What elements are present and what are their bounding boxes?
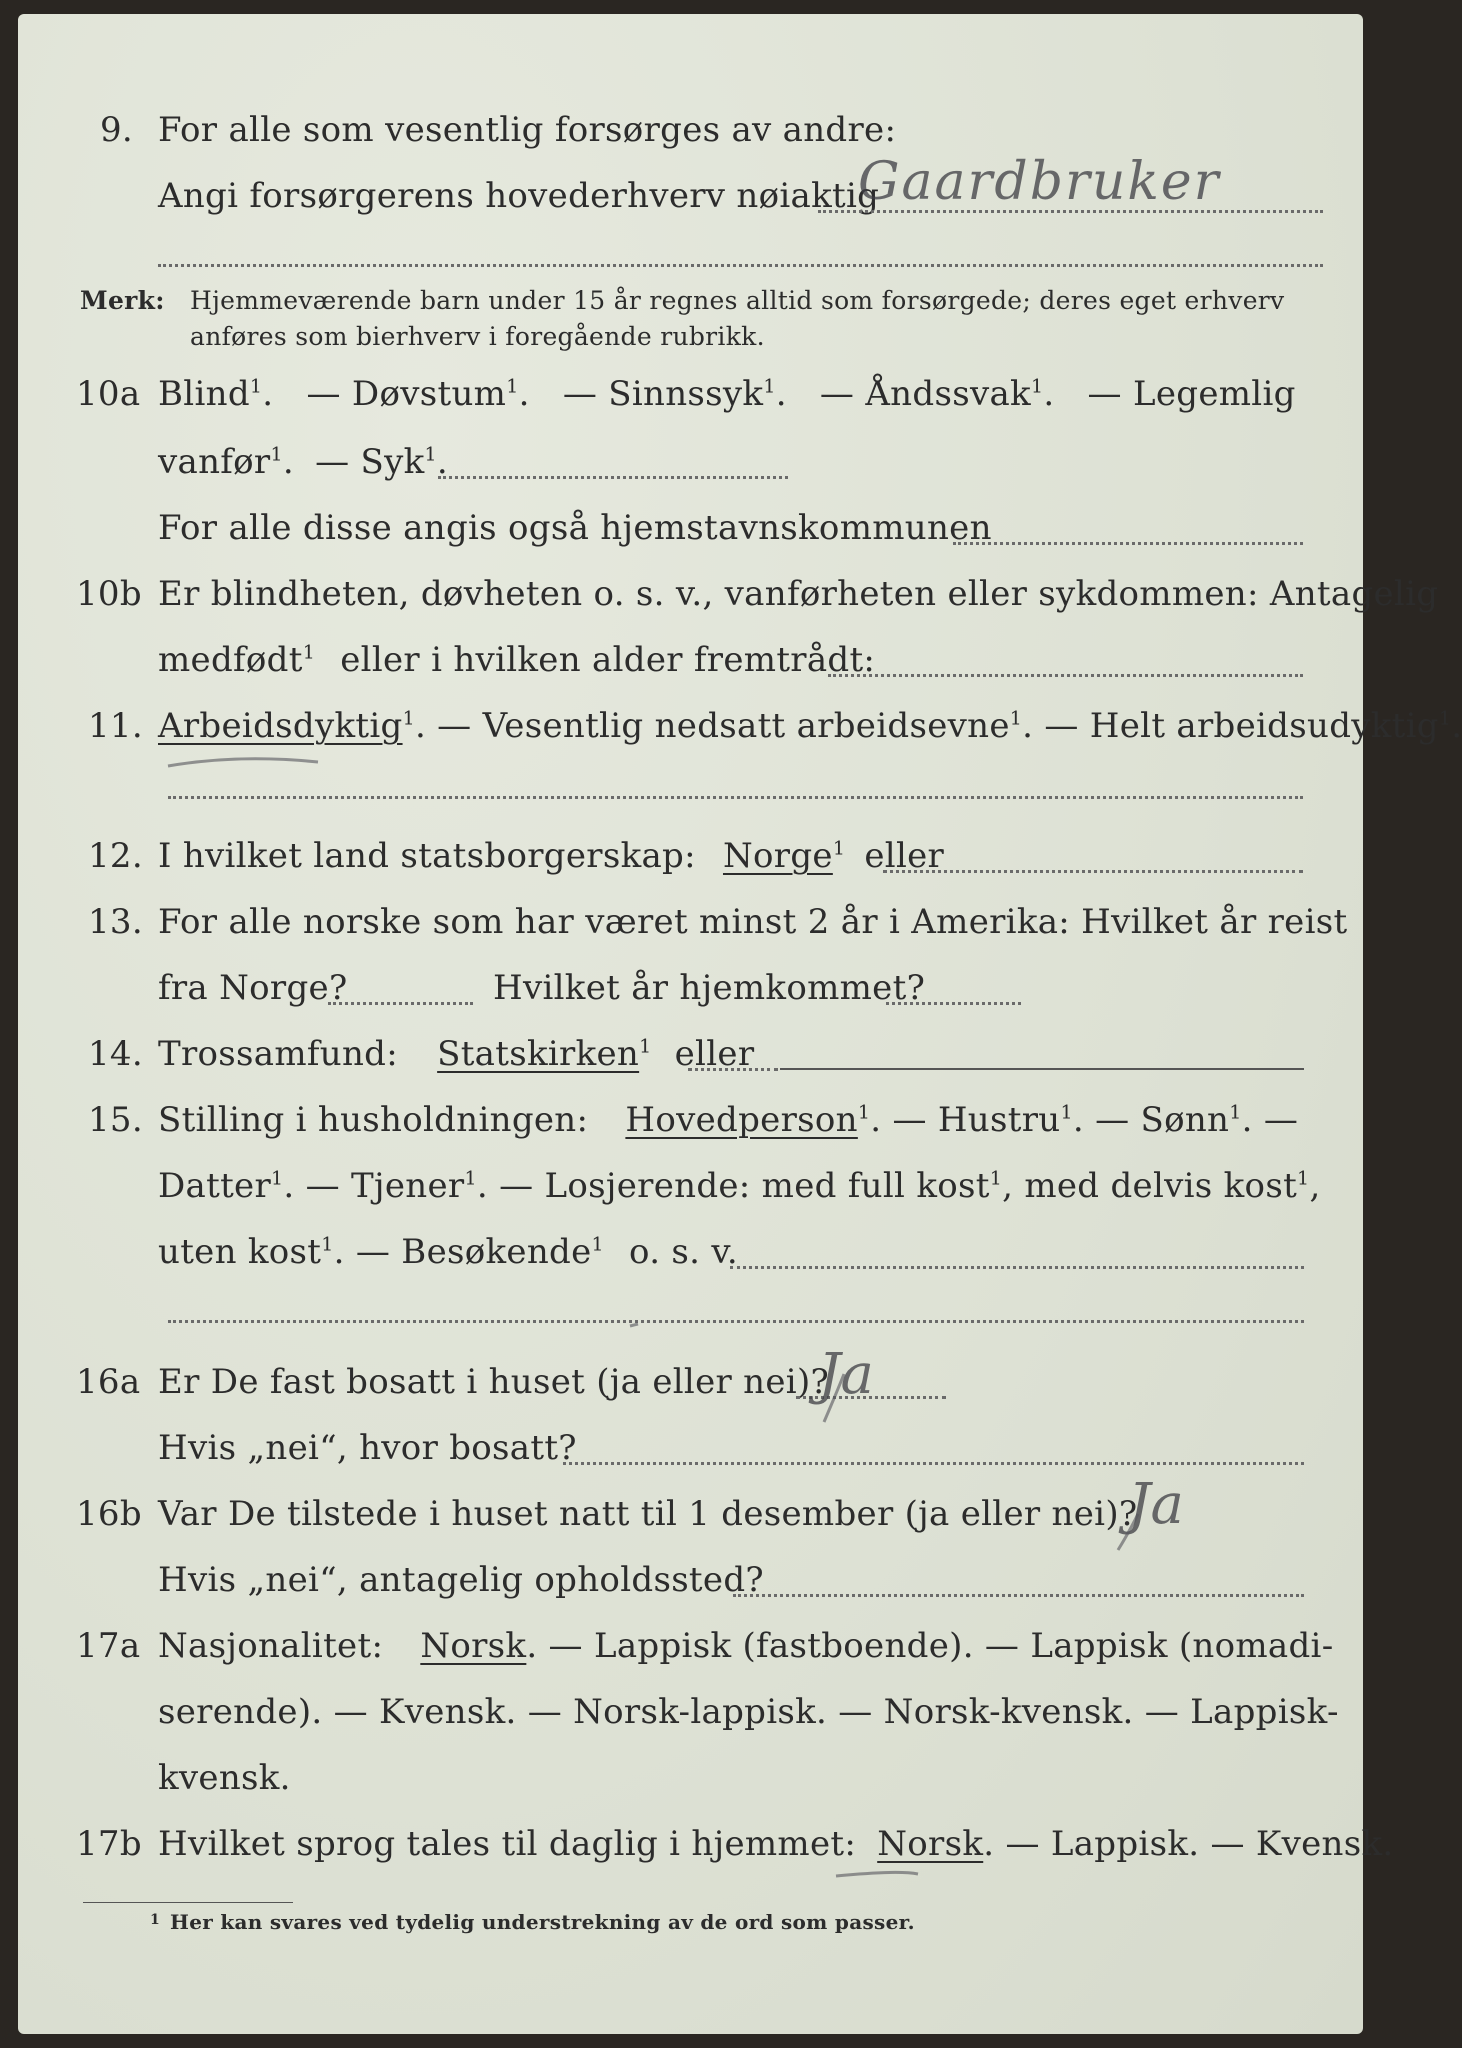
q14-prefix: Trossamfund:	[158, 1034, 399, 1074]
q10a-sinnssyk: — Sinnssyk	[562, 374, 764, 414]
footnote-mark: 1	[321, 1233, 334, 1256]
footnote-mark: 1	[464, 1167, 477, 1190]
q17a-rest1: . — Lappisk (fastboende). — Lappisk (nomadi-	[526, 1626, 1334, 1666]
q17a-number: 17a	[76, 1626, 141, 1666]
footnote-mark: 1	[424, 443, 437, 466]
footnote-mark: 1	[832, 837, 846, 860]
q12-norge-underlined: Norge	[722, 836, 833, 876]
q12-number: 12.	[88, 836, 143, 876]
q16b-handwritten-answer: Ja	[1128, 1472, 1184, 1537]
q10a-line3: For alle disse angis også hjemstavnskommunen	[158, 508, 992, 548]
q11-vesentlig: . — Vesentlig nedsatt arbeidsevne	[414, 706, 1010, 746]
q13-line2a: fra Norge?	[158, 968, 348, 1008]
footnote-mark: 1	[249, 375, 263, 398]
pencil-stroke-16a	[824, 1374, 844, 1422]
footnote-mark: 1	[857, 1101, 871, 1124]
q15-datter: Datter	[158, 1166, 272, 1206]
q10a-legemlig: — Legemlig	[1087, 374, 1296, 414]
q10b-medfodt: medfødt	[158, 640, 303, 680]
q17a-prefix: Nasjonalitet:	[158, 1626, 384, 1666]
q10a-andssvak: — Åndssvak	[819, 374, 1031, 414]
q17b-number: 17b	[76, 1824, 142, 1864]
footnote-mark: 1	[150, 1912, 161, 1928]
pencil-strokes	[18, 14, 1363, 2034]
q17b-norsk-underlined: Norsk	[877, 1824, 984, 1864]
q11-arbeidsdyktig-underlined: Arbeidsdyktig	[158, 706, 403, 746]
footnote-text: Her kan svares ved tydelig understrekning av de ord som passer.	[170, 1910, 915, 1934]
q16a-line2: Hvis „nei“, hvor bosatt?	[158, 1428, 577, 1468]
q16b-line2: Hvis „nei“, antagelig opholdssted?	[158, 1560, 764, 1600]
q15-losjerende: . — Losjerende: med full kost	[476, 1166, 990, 1206]
footnote-mark: 1	[1297, 1167, 1310, 1190]
q10a-line2: vanfør$^1$. — Syk$^1$.	[158, 442, 449, 482]
footnote-mark: 1	[506, 375, 519, 398]
pencil-stroke-16b	[1118, 1514, 1138, 1550]
q16b-line1: Var De tilstede i huset natt til 1 desember (ja eller nei)?	[158, 1494, 1138, 1534]
footnote-mark: 1	[271, 1167, 284, 1190]
footnote-mark: 1	[639, 1035, 652, 1058]
q11-line: Arbeidsdyktig$^1$. — Vesentlig nedsatt arbeidsevne$^1$. — Helt arbeidsudyktig$^1$.	[158, 706, 1462, 746]
q10a-dovstum: — Døvstum	[306, 374, 507, 414]
census-form-page	[18, 14, 1462, 2034]
q13-line1: For alle norske som har været minst 2 år i Amerika: Hvilket år reist	[158, 902, 1348, 942]
q15-dash: . —	[1241, 1100, 1299, 1140]
q15-besokende: . — Besøkende	[333, 1232, 592, 1272]
footnote-mark: 1	[1229, 1101, 1242, 1124]
q17b-rest: . — Lappisk. — Kvensk.	[983, 1824, 1394, 1864]
q10a-blind: Blind	[158, 374, 250, 414]
footnote-mark: 1	[1030, 375, 1044, 398]
pencil-tick	[630, 1324, 638, 1326]
q12-prefix: I hvilket land statsborgerskap:	[158, 836, 696, 876]
q11-number: 11.	[88, 706, 143, 746]
q16a-number: 16a	[76, 1362, 141, 1402]
q14-statskirken-underlined: Statskirken	[437, 1034, 640, 1074]
q16a-handwritten-answer: Ja	[818, 1342, 874, 1407]
q10a-vanfor: vanfør	[158, 442, 271, 482]
footnote-mark: 1	[1060, 1101, 1073, 1124]
q17a-line3: kvensk.	[158, 1758, 291, 1798]
q17b-prefix: Hvilket sprog tales til daglig i hjemmet:	[158, 1824, 857, 1864]
footnote-mark: 1	[302, 641, 316, 664]
footnote-mark: 1	[989, 1167, 1003, 1190]
q12-eller: eller	[864, 836, 945, 876]
pencil-underline-arbeidsdyktig	[168, 759, 318, 766]
q13-line2b: Hvilket år hjemkommet?	[493, 968, 926, 1008]
q10b-line1: Er blindheten, døvheten o. s. v., vanførheten eller sykdommen: Antagelig	[158, 574, 1439, 614]
q15-tjener: . — Tjener	[283, 1166, 465, 1206]
q15-hustru: . — Hustru	[870, 1100, 1061, 1140]
pencil-underline-norsk	[836, 1872, 918, 1876]
q10a-syk: — Syk	[315, 442, 425, 482]
q9-handwritten-answer: Gaardbruker	[858, 152, 1221, 212]
q17a-norsk-underlined: Norsk	[420, 1626, 527, 1666]
q14-eller: eller	[674, 1034, 755, 1074]
q11-helt: . — Helt arbeidsudyktig	[1022, 706, 1439, 746]
q16b-number: 16b	[76, 1494, 142, 1534]
footnote-mark: 1	[1009, 707, 1023, 730]
q15-comma: ,	[1309, 1166, 1321, 1206]
merk-line2: anføres som bierhverv i foregående rubrikk.	[190, 322, 765, 351]
q13-number: 13.	[88, 902, 143, 942]
q15-prefix: Stilling i husholdningen:	[158, 1100, 589, 1140]
q15-hovedperson-underlined: Hovedperson	[625, 1100, 858, 1140]
merk-label: Merk:	[80, 286, 165, 315]
merk-line1: Hjemmeværende barn under 15 år regnes alltid som forsørgede; deres eget erhverv	[190, 286, 1285, 315]
footnote-mark: 1	[270, 443, 283, 466]
footnote-mark: 1	[402, 707, 415, 730]
q9-line1: For alle som vesentlig forsørges av andre:	[158, 110, 897, 150]
q17a-line2: serende). — Kvensk. — Norsk-lappisk. — Norsk-kvensk. — Lappisk-	[158, 1692, 1339, 1732]
q9-number: 9.	[100, 110, 134, 150]
q15-sonn: . — Sønn	[1072, 1100, 1230, 1140]
q10b-number: 10b	[76, 574, 142, 614]
q16a-line1: Er De fast bosatt i huset (ja eller nei)?	[158, 1362, 830, 1402]
q10a-number: 10a	[76, 374, 141, 414]
footnote-mark: 1	[1438, 707, 1452, 730]
q9-line2: Angi forsørgerens hovederhverv nøiaktig	[158, 176, 880, 216]
q15-uten: uten kost	[158, 1232, 322, 1272]
q10b-line2-rest: eller i hvilken alder fremtrådt:	[340, 640, 876, 680]
q15-delvis: , med delvis kost	[1002, 1166, 1298, 1206]
q15-osv: o. s. v.	[629, 1232, 738, 1272]
footnote-mark: 1	[763, 375, 776, 398]
q15-number: 15.	[88, 1100, 143, 1140]
footnote-mark: 1	[591, 1233, 604, 1256]
q10a-line1: Blind$^1$. — Døvstum$^1$. — Sinnssyk$^1$. — Åndssvak$^1$. — Legemlig	[158, 374, 1296, 414]
q14-number: 14.	[88, 1034, 143, 1074]
